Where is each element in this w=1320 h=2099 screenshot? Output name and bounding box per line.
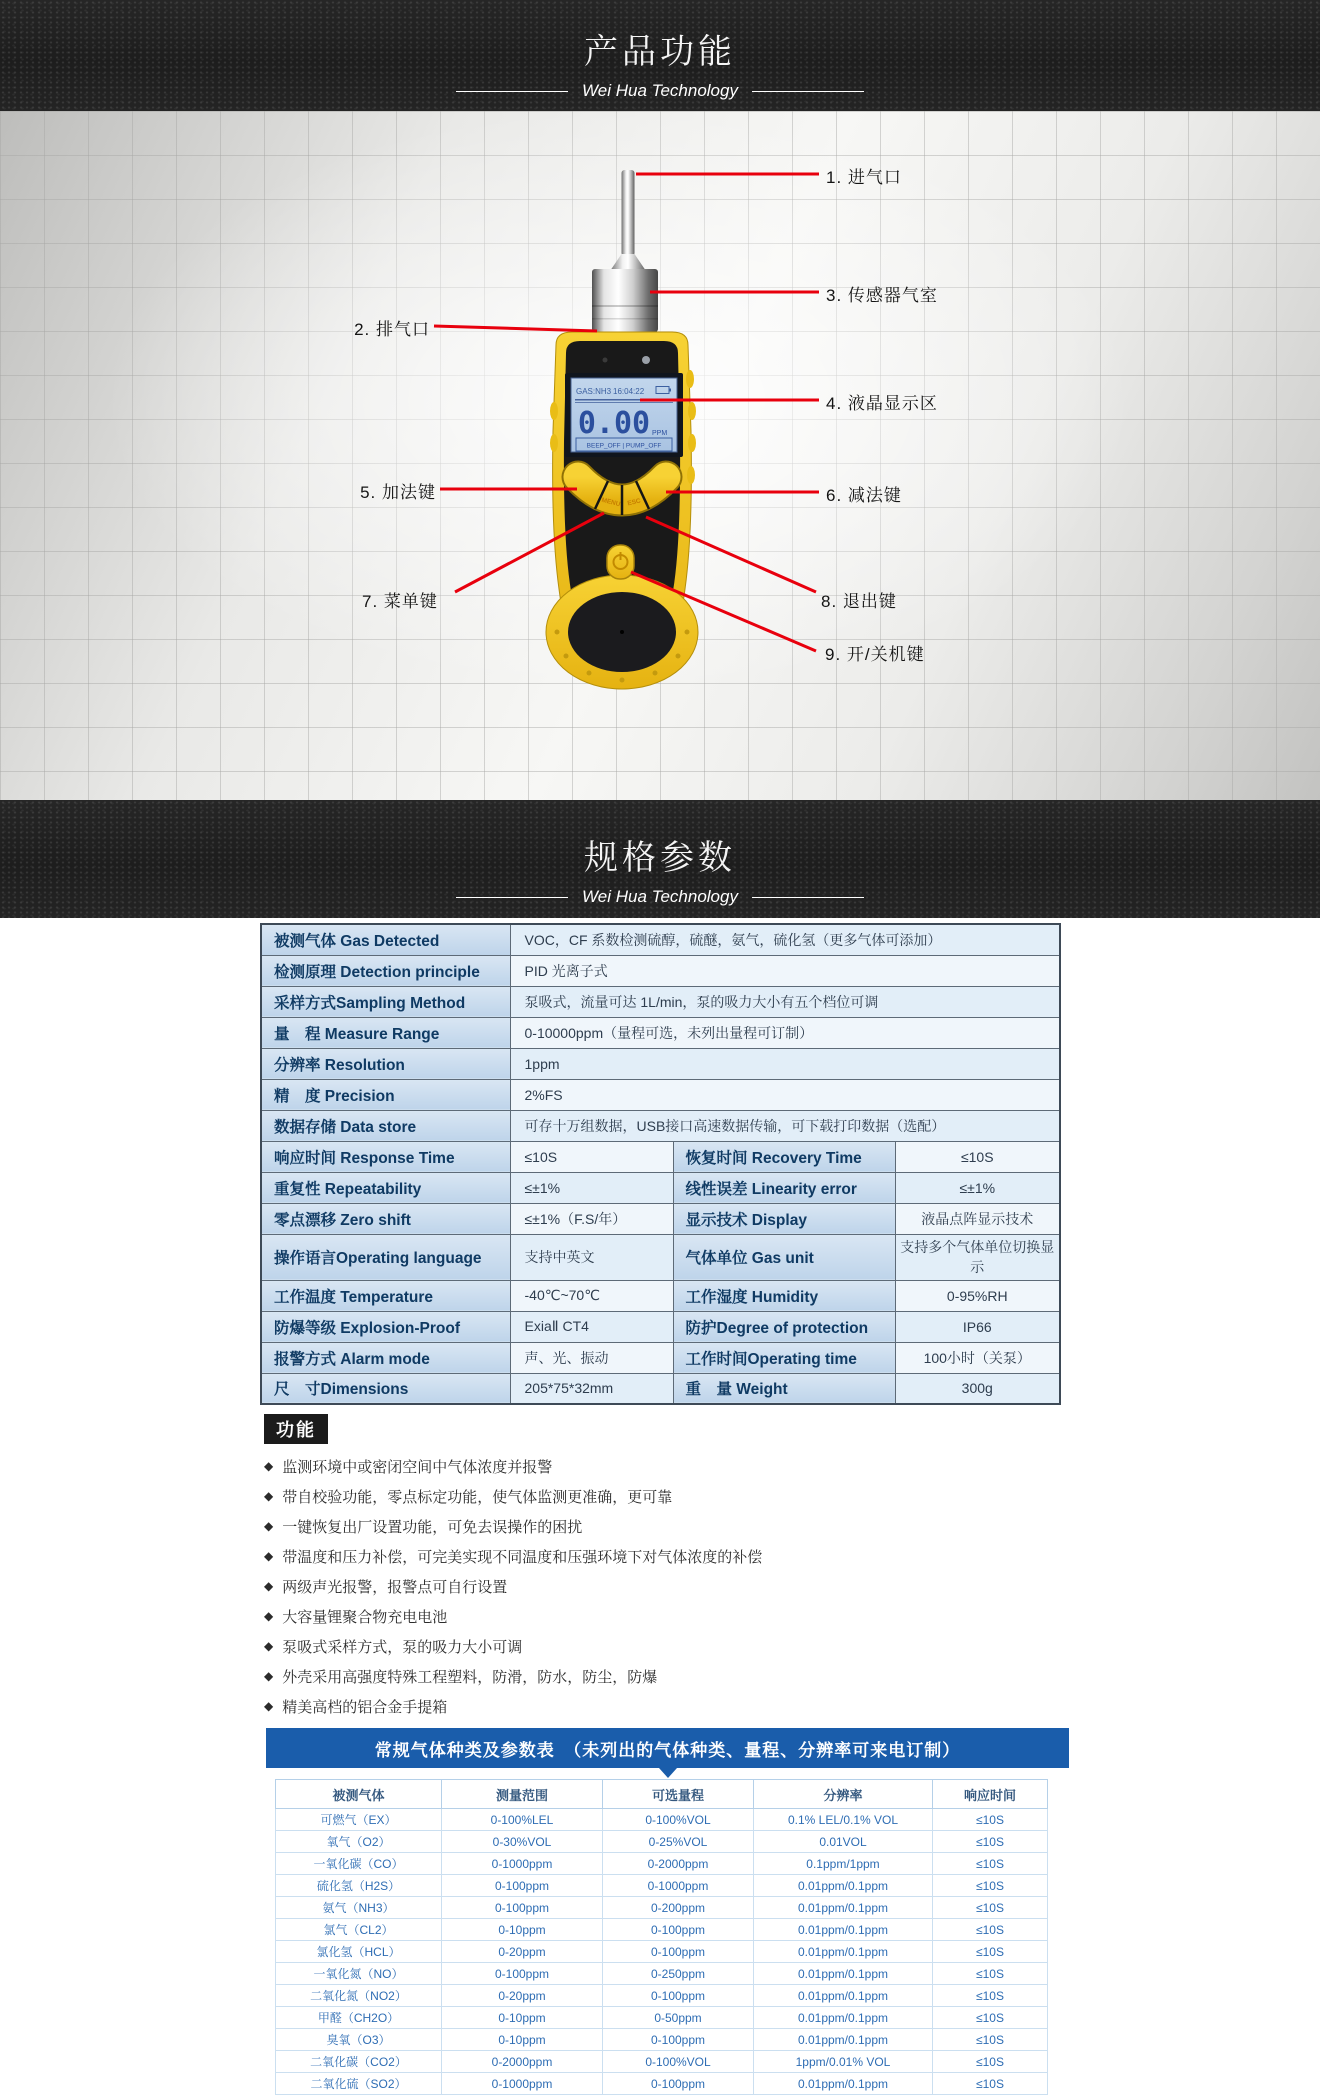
spec-table-body xyxy=(261,924,1060,1404)
callout-plus-key: 5. 加法键 xyxy=(360,483,436,502)
gas-row xyxy=(276,1875,1048,1897)
gas-name: 二氧化硫（SO2） xyxy=(276,2073,442,2095)
section-title-specs: 规格参数 xyxy=(584,839,736,877)
gas-name: 氨气（NH3） xyxy=(276,1897,442,1919)
gas-name: 硫化氢（H2S） xyxy=(276,1875,442,1897)
spec-label: 数据存储 Data store xyxy=(261,1110,510,1141)
features-badge: 功能 xyxy=(264,1414,328,1444)
gas-value: 0-10ppm xyxy=(442,1919,603,1941)
feature-text: 带温度和压力补偿，可完美实现不同温度和压强环境下对气体浓度的补偿 xyxy=(282,1548,763,1566)
power-button xyxy=(607,545,634,579)
spec-value: 液晶点阵显示技术 xyxy=(895,1203,1060,1234)
lcd-unit: PPM xyxy=(652,430,668,437)
spec-row xyxy=(261,1311,1060,1342)
spec-row xyxy=(261,1079,1060,1110)
lcd-gas-label: GAS:NH3 xyxy=(576,387,612,396)
gas-value: 0-1000ppm xyxy=(442,1853,603,1875)
bullet-diamond-icon: ◆ xyxy=(264,1699,274,1713)
gas-value: ≤10S xyxy=(933,2051,1048,2073)
spec-value: 300g xyxy=(895,1373,1060,1404)
spec-label: 重 量 Weight xyxy=(673,1373,895,1404)
features-section xyxy=(264,1414,1084,1721)
gas-value: 0-100ppm xyxy=(603,2029,754,2051)
feature-item xyxy=(264,1451,1084,1481)
spec-value: 1ppm xyxy=(510,1048,1060,1079)
device-sensor-chamber xyxy=(592,269,658,332)
pointer-triangle xyxy=(659,1768,677,1778)
gas-value: 0-25%VOL xyxy=(603,1831,754,1853)
gas-column-header: 被测气体 xyxy=(276,1780,442,1809)
gas-row xyxy=(276,1963,1048,1985)
feature-item xyxy=(264,1541,1084,1571)
brand-text: Wei Hua Technology xyxy=(582,887,738,906)
gas-row xyxy=(276,1919,1048,1941)
spec-value: VOC，CF 系数检测硫醇，硫醚，氨气，硫化氢（更多气体可添加） xyxy=(510,924,1060,955)
gas-value: ≤10S xyxy=(933,1963,1048,1985)
gas-value: 0.1% LEL/0.1% VOL xyxy=(754,1809,933,1831)
gas-value: 0.1ppm/1ppm xyxy=(754,1853,933,1875)
gas-name: 一氧化碳（CO） xyxy=(276,1853,442,1875)
feature-item xyxy=(264,1481,1084,1511)
alarm-led xyxy=(642,356,650,364)
features-list xyxy=(264,1451,1084,1721)
bullet-diamond-icon: ◆ xyxy=(264,1549,274,1563)
gas-value: ≤10S xyxy=(933,1985,1048,2007)
spec-value: ExiaⅡ CT4 xyxy=(510,1311,673,1342)
spec-value: -40℃~70℃ xyxy=(510,1280,673,1311)
gas-table-body xyxy=(276,1809,1048,2095)
callout-lcd-area: 4. 液晶显示区 xyxy=(826,394,938,413)
brand-text: Wei Hua Technology xyxy=(582,81,738,100)
feature-item xyxy=(264,1631,1084,1661)
divider-line xyxy=(456,897,568,898)
spec-value: 0-10000ppm（量程可选，未列出量程可订制） xyxy=(510,1017,1060,1048)
feature-text: 外壳采用高强度特殊工程塑料，防滑，防水，防尘，防爆 xyxy=(282,1668,658,1686)
lcd-reading: 0.00 xyxy=(577,406,651,441)
gas-value: 0-10ppm xyxy=(442,2007,603,2029)
feature-text: 监测环境中或密闭空间中气体浓度并报警 xyxy=(282,1458,553,1476)
spec-label: 显示技术 Display xyxy=(673,1203,895,1234)
device-illustration xyxy=(0,111,1320,800)
gas-name: 氧气（O2） xyxy=(276,1831,442,1853)
feature-text: 带自校验功能，零点标定功能，使气体监测更准确，更可靠 xyxy=(282,1488,673,1506)
esc-key-label: ESC xyxy=(626,497,642,508)
spec-table xyxy=(260,923,1061,1405)
gas-value: 0-100ppm xyxy=(603,2073,754,2095)
gas-value: 0.01ppm/0.1ppm xyxy=(754,1919,933,1941)
gas-name: 二氧化碳（CO2） xyxy=(276,2051,442,2073)
gas-value: 0.01ppm/0.1ppm xyxy=(754,2029,933,2051)
gas-value: 0-100ppm xyxy=(603,1919,754,1941)
gas-row xyxy=(276,1897,1048,1919)
spec-label: 气体单位 Gas unit xyxy=(673,1234,895,1280)
gas-table-title: 常规气体种类及参数表 （未列出的气体种类、量程、分辨率可来电订制） xyxy=(374,1740,961,1760)
spec-label: 量 程 Measure Range xyxy=(261,1017,510,1048)
spec-value: ≤±1% xyxy=(510,1172,673,1203)
spec-label: 线性误差 Linearity error xyxy=(673,1172,895,1203)
gas-value: 0-250ppm xyxy=(603,1963,754,1985)
divider-line xyxy=(456,91,568,92)
gas-row xyxy=(276,1831,1048,1853)
lcd-time: 16:04:22 xyxy=(613,387,645,396)
spec-value: ≤±1% xyxy=(895,1172,1060,1203)
spec-value: 支持多个气体单位切换显示 xyxy=(895,1234,1060,1280)
gas-column-header: 分辨率 xyxy=(754,1780,933,1809)
gas-name: 二氧化氮（NO2） xyxy=(276,1985,442,2007)
gas-value: 0-100ppm xyxy=(603,1941,754,1963)
spec-label: 报警方式 Alarm mode xyxy=(261,1342,510,1373)
gas-value: 0-200ppm xyxy=(603,1897,754,1919)
spec-value: 0-95%RH xyxy=(895,1280,1060,1311)
gas-value: ≤10S xyxy=(933,1853,1048,1875)
gas-name: 一氧化氮（NO） xyxy=(276,1963,442,1985)
spec-label: 重复性 Repeatability xyxy=(261,1172,510,1203)
gas-value: 0-100ppm xyxy=(442,1875,603,1897)
spec-row xyxy=(261,1280,1060,1311)
gas-table-header-row xyxy=(276,1780,1048,1809)
feature-item xyxy=(264,1661,1084,1691)
gas-value: ≤10S xyxy=(933,2029,1048,2051)
gas-value: ≤10S xyxy=(933,2007,1048,2029)
gas-value: 0-30%VOL xyxy=(442,1831,603,1853)
callout-inlet: 1. 进气口 xyxy=(826,168,902,187)
callout-line-2 xyxy=(434,326,597,331)
spec-label: 防爆等级 Explosion-Proof xyxy=(261,1311,510,1342)
gas-value: 0.01ppm/0.1ppm xyxy=(754,1875,933,1897)
feature-item xyxy=(264,1601,1084,1631)
bullet-diamond-icon: ◆ xyxy=(264,1459,274,1473)
section-header-specs xyxy=(0,800,1320,918)
gas-value: ≤10S xyxy=(933,1919,1048,1941)
spec-value: 2%FS xyxy=(510,1079,1060,1110)
gas-value: 0.01ppm/0.1ppm xyxy=(754,1963,933,1985)
spec-value: ≤10S xyxy=(510,1141,673,1172)
spec-label: 零点漂移 Zero shift xyxy=(261,1203,510,1234)
spec-label: 检测原理 Detection principle xyxy=(261,955,510,986)
gas-value: 0-2000ppm xyxy=(603,1853,754,1875)
gas-column-header: 测量范围 xyxy=(442,1780,603,1809)
device-inlet-probe xyxy=(610,170,646,271)
gas-value: ≤10S xyxy=(933,1831,1048,1853)
gas-value: ≤10S xyxy=(933,1941,1048,1963)
menu-key-label: MENU xyxy=(600,496,622,509)
spec-label: 精 度 Precision xyxy=(261,1079,510,1110)
gas-value: 0.01ppm/0.1ppm xyxy=(754,1897,933,1919)
bullet-diamond-icon: ◆ xyxy=(264,1579,274,1593)
feature-text: 一键恢复出厂设置功能，可免去误操作的困扰 xyxy=(282,1518,583,1536)
callout-minus-key: 6. 减法键 xyxy=(826,486,902,505)
spec-label: 操作语言Operating language xyxy=(261,1234,510,1280)
spec-row xyxy=(261,1141,1060,1172)
spec-row xyxy=(261,1203,1060,1234)
gas-value: 0-100%LEL xyxy=(442,1809,603,1831)
divider-line xyxy=(752,91,864,92)
spec-label: 被测气体 Gas Detected xyxy=(261,924,510,955)
spec-row xyxy=(261,955,1060,986)
bullet-diamond-icon: ◆ xyxy=(264,1609,274,1623)
gas-value: 0-20ppm xyxy=(442,1941,603,1963)
spec-label: 工作湿度 Humidity xyxy=(673,1280,895,1311)
gas-value: 0-2000ppm xyxy=(442,2051,603,2073)
gas-table xyxy=(275,1779,1048,2095)
callout-sensor-chamber: 3. 传感器气室 xyxy=(826,286,938,305)
spec-label: 恢复时间 Recovery Time xyxy=(673,1141,895,1172)
gas-table-title-bar xyxy=(266,1728,1069,1768)
lcd-status-bar: BEEP_OFF | PUMP_OFF xyxy=(586,442,662,450)
spec-value: PID 光离子式 xyxy=(510,955,1060,986)
gas-value: 0-100%VOL xyxy=(603,1809,754,1831)
feature-item xyxy=(264,1511,1084,1541)
spec-row xyxy=(261,1342,1060,1373)
gas-value: 0.01ppm/0.1ppm xyxy=(754,2007,933,2029)
gas-row xyxy=(276,1985,1048,2007)
section-title-features: 产品功能 xyxy=(584,33,736,71)
gas-row xyxy=(276,1941,1048,1963)
spec-label: 工作温度 Temperature xyxy=(261,1280,510,1311)
device-diagram-section xyxy=(0,111,1320,800)
feature-text: 大容量锂聚合物充电电池 xyxy=(282,1608,448,1626)
spec-row xyxy=(261,1048,1060,1079)
gas-value: 0-100%VOL xyxy=(603,2051,754,2073)
feature-item xyxy=(264,1571,1084,1601)
gas-value: 0-20ppm xyxy=(442,1985,603,2007)
gas-column-header: 响应时间 xyxy=(933,1780,1048,1809)
spec-row xyxy=(261,1110,1060,1141)
spec-value: 泵吸式，流量可达 1L/min，泵的吸力大小有五个档位可调 xyxy=(510,986,1060,1017)
callout-exit-key: 8. 退出键 xyxy=(821,592,897,611)
feature-text: 精美高档的铝合金手提箱 xyxy=(282,1698,448,1716)
bullet-diamond-icon: ◆ xyxy=(264,1639,274,1653)
gas-value: 0-100ppm xyxy=(603,1985,754,2007)
gas-name: 可燃气（EX） xyxy=(276,1809,442,1831)
spec-row xyxy=(261,986,1060,1017)
divider-line xyxy=(752,897,864,898)
callout-outlet: 2. 排气口 xyxy=(354,320,430,339)
gas-value: 0-50ppm xyxy=(603,2007,754,2029)
spec-row xyxy=(261,1234,1060,1280)
spec-value: 支持中英文 xyxy=(510,1234,673,1280)
spec-value: ≤±1%（F.S/年） xyxy=(510,1203,673,1234)
feature-text: 泵吸式采样方式，泵的吸力大小可调 xyxy=(282,1638,523,1656)
panel-screw xyxy=(603,358,608,363)
gas-value: ≤10S xyxy=(933,1809,1048,1831)
gas-value: ≤10S xyxy=(933,1875,1048,1897)
gas-row xyxy=(276,1809,1048,1831)
gas-name: 甲醛（CH2O） xyxy=(276,2007,442,2029)
bullet-diamond-icon: ◆ xyxy=(264,1489,274,1503)
spec-row xyxy=(261,1373,1060,1404)
lcd-screen xyxy=(565,373,683,457)
spec-label: 响应时间 Response Time xyxy=(261,1141,510,1172)
brand-subtitle xyxy=(0,887,1320,907)
brand-subtitle xyxy=(0,81,1320,101)
gas-value: 0.01ppm/0.1ppm xyxy=(754,2073,933,2095)
spec-value: 205*75*32mm xyxy=(510,1373,673,1404)
spec-value: 100小时（关泵） xyxy=(895,1342,1060,1373)
gas-row xyxy=(276,2029,1048,2051)
gas-value: 0-100ppm xyxy=(442,1963,603,1985)
gas-row xyxy=(276,2007,1048,2029)
spec-row xyxy=(261,924,1060,955)
callout-menu-key: 7. 菜单键 xyxy=(362,592,438,611)
gas-value: 0-1000ppm xyxy=(603,1875,754,1897)
feature-item xyxy=(264,1691,1084,1721)
gas-value: 0.01ppm/0.1ppm xyxy=(754,1941,933,1963)
gas-name: 氯化氢（HCL） xyxy=(276,1941,442,1963)
gas-value: 0.01ppm/0.1ppm xyxy=(754,1985,933,2007)
gas-value: 0-1000ppm xyxy=(442,2073,603,2095)
gas-value: ≤10S xyxy=(933,2073,1048,2095)
callout-power-key: 9. 开/关机键 xyxy=(825,645,925,664)
spec-value: 声、光、振动 xyxy=(510,1342,673,1373)
spec-value: 可存十万组数据，USB接口高速数据传输，可下载打印数据（选配） xyxy=(510,1110,1060,1141)
spec-label: 分辨率 Resolution xyxy=(261,1048,510,1079)
spec-label: 工作时间Operating time xyxy=(673,1342,895,1373)
spec-label: 采样方式Sampling Method xyxy=(261,986,510,1017)
spec-value: IP66 xyxy=(895,1311,1060,1342)
bullet-diamond-icon: ◆ xyxy=(264,1669,274,1683)
spec-row xyxy=(261,1017,1060,1048)
gas-column-header: 可选量程 xyxy=(603,1780,754,1809)
gas-value: 0-10ppm xyxy=(442,2029,603,2051)
gas-value: ≤10S xyxy=(933,1897,1048,1919)
gas-value: 0-100ppm xyxy=(442,1897,603,1919)
gas-value: 1ppm/0.01% VOL xyxy=(754,2051,933,2073)
feature-text: 两级声光报警，报警点可自行设置 xyxy=(282,1578,508,1596)
bullet-diamond-icon: ◆ xyxy=(264,1519,274,1533)
spec-label: 尺 寸Dimensions xyxy=(261,1373,510,1404)
spec-label: 防护Degree of protection xyxy=(673,1311,895,1342)
gas-row xyxy=(276,2051,1048,2073)
spec-value: ≤10S xyxy=(895,1141,1060,1172)
gas-name: 氯气（CL2） xyxy=(276,1919,442,1941)
spec-row xyxy=(261,1172,1060,1203)
gas-row xyxy=(276,2073,1048,2095)
gas-value: 0.01VOL xyxy=(754,1831,933,1853)
gas-name: 臭氧（O3） xyxy=(276,2029,442,2051)
section-header-features xyxy=(0,0,1320,111)
gas-row xyxy=(276,1853,1048,1875)
